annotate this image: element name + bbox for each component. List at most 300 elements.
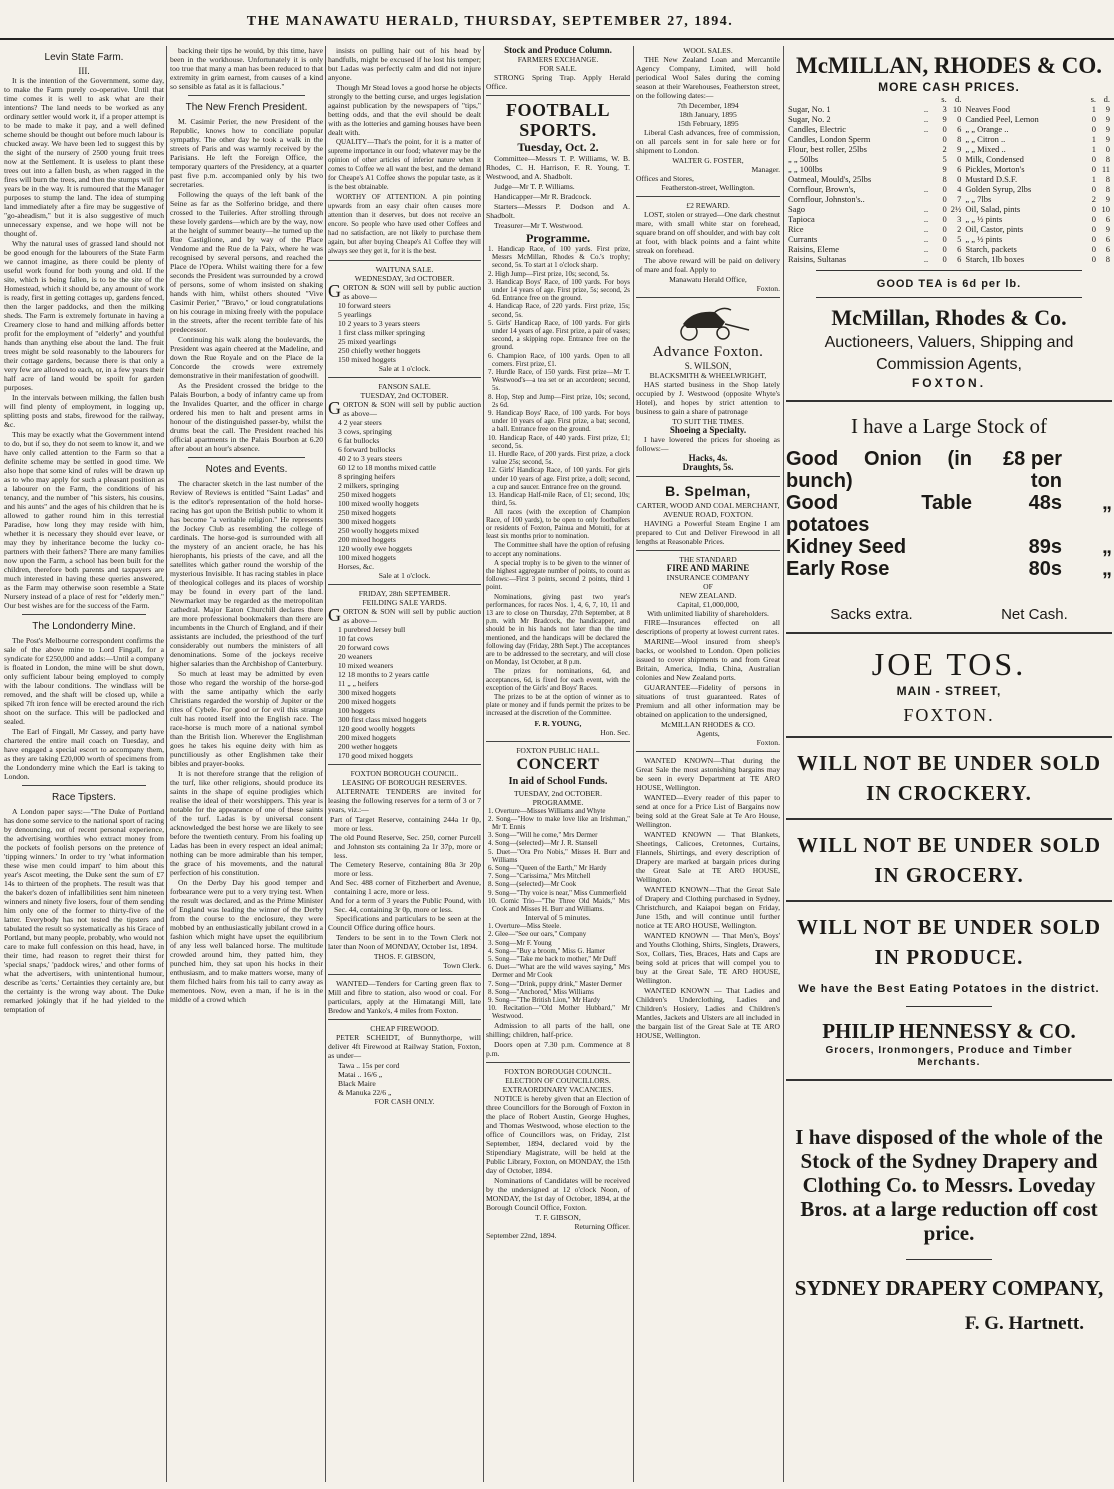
divider — [328, 974, 481, 975]
spelman-paragraph: HAVING a Powerful Steam Engine I am prepared to Cut and Deliver Firewood in all lengths at Reasonable Prices. — [636, 519, 780, 546]
article-part: III. — [78, 66, 90, 76]
price-cell: 1 — [1091, 144, 1096, 154]
price-cell — [922, 194, 935, 204]
sale-title: FANSON SALE. — [378, 382, 431, 391]
divider — [636, 297, 780, 298]
wanted-known: WANTED KNOWN — That Men's, Boys' and Youths Clothing, Shirts, Singlets, Drawers, Sox, Collars, Ties, Braces, Hats and Caps are being sold at prices that will compel you to buy at the Great Sale, TE ARO HOUSE, Wellington. — [636, 931, 780, 985]
sale-list — [328, 301, 481, 364]
shoeing-title: Shoeing a Specialty. — [669, 425, 747, 435]
price-cell: 8 — [942, 174, 947, 184]
price-cell: Cornflour, Brown's, — [788, 184, 856, 194]
article-paragraph: M. Casimir Perier, the new President of the Republic, knows how to conciliate popular sympathy. The other day he took a walk in the streets of Paris and was warmly received by the Parisians. He left the Foreign Office, the temporary quarters of the Presidency, at a quarter past five p.m. accompanied only by his two secretaries. — [170, 117, 323, 189]
column-divider — [325, 46, 326, 1482]
mcmillan-subtitle: MORE CASH PRICES. — [878, 80, 1020, 94]
sale-time: Sale at 1 o'clock. — [378, 571, 431, 580]
price-cell: „ „ ½ pints — [965, 234, 1003, 244]
sale-item: 20 forward cows — [338, 643, 390, 652]
sale-item: 12 18 months to 2 years cattle — [338, 670, 430, 679]
divider — [486, 741, 630, 742]
programme-note: The prizes for nominations, 6d, and acceptances, 6d, is fixed for each event, with the exception of the Girls' and Boys' Races. — [486, 667, 630, 692]
price-row — [786, 254, 1112, 264]
programme-item: 2. High Jump—First prize, 10s; second, 5s. — [488, 269, 610, 278]
concert-item: 4. Song—(selected)—Mr J. R. Stansell — [488, 839, 598, 848]
masthead-title: THE MANAWATU HERALD, THURSDAY, SEPTEMBER 27, 1894. — [246, 14, 734, 29]
column-divider — [633, 46, 634, 1482]
price-cell: 1 — [1091, 104, 1096, 114]
masthead — [0, 0, 1114, 44]
football-committee: Committee—Messrs T. P. Williams, W. B. Rhodes, C. H. Harrison, F. R. Young, T. Westwood, and A. Shadbolt. — [486, 154, 630, 181]
signature-title: Hon. Sec. — [600, 727, 630, 737]
stock-item — [786, 448, 1112, 492]
article-paragraph: Though Mr Stead loves a good horse he objects strongly to the betting curse, and urges legislation against publication by the newspapers of "tips," betting odds, and that the evil should be dealt with as the lotteries and gaming houses have been dealt with. — [328, 83, 481, 137]
price-row — [786, 194, 1112, 204]
election-paragraph: NOTICE is hereby given that an Election of three Councillors for the Borough of Foxton in the place of Robert Austin, George Hughes, and Thomas Westwood, whose election to the office of Councillors was, on Friday, 21st September, 1894, declared void by the Stipendiary Magistrate, will be held at the Public Library, Foxton, on MONDAY, the 15th day of October, 1894. — [486, 1093, 630, 1175]
concert-item: 9. Song—"The British Lion," Mr Hardy — [488, 996, 601, 1005]
signature: THOS. F. GIBSON, — [373, 952, 436, 961]
programme-note: The Committee shall have the option of refusing to accept any nominations. — [486, 541, 630, 558]
sydney-drapery-title: SYDNEY DRAPERY COMPANY, — [794, 1276, 1104, 1300]
football-treasurer: Treasurer—Mr T. Westwood. — [494, 221, 583, 230]
ad-title: FARMERS EXCHANGE. — [517, 55, 599, 64]
signature-title: Returning Officer. — [574, 1221, 630, 1231]
price-cell: Candied Peel, Lemon — [965, 114, 1039, 124]
programme-item: 10. Handicap Race, of 440 yards. First prize, £1; second, 5s. — [488, 433, 630, 450]
concert-item: 3. Song—"Will he come," Mrs Dermer — [488, 831, 598, 840]
sale-time: Sale at 1 o'clock. — [378, 364, 431, 373]
football-starters: Starters—Messrs P. Dodson and A. Shadbolt. — [486, 202, 630, 220]
signature: WALTER G. FOSTER, — [672, 156, 744, 165]
insurance-line: OF — [703, 582, 713, 591]
ad-paragraph: STRONG Spring Trap. Apply Herald Office. — [486, 73, 630, 91]
sale-item: 200 mixed hoggets — [338, 697, 396, 706]
price-cell: 7 — [957, 194, 962, 204]
price-cell: .. — [923, 214, 929, 224]
price-row — [786, 124, 1112, 134]
sale-lead: GORTON & SON will sell by public auction as above— — [328, 398, 481, 418]
price-cell: Raisins, Eleme — [788, 244, 839, 254]
joe-town: FOXTON. — [903, 705, 995, 725]
stock-cell: Kidney Seed — [786, 536, 907, 558]
concert-doors: Doors open at 7.30 p.m. Commence at 8 p.m. — [486, 1039, 630, 1058]
stock-cell: „ — [1102, 558, 1112, 580]
price-cell: 0 — [942, 184, 947, 194]
price-cell: 9 — [1105, 104, 1110, 114]
will-not-undersold: WILL NOT BE UNDER SOLD — [796, 915, 1102, 939]
article-title: Race Tipsters. — [52, 792, 116, 803]
concert-date: TUESDAY, 2nd OCTOBER. — [513, 788, 603, 798]
divider — [816, 270, 1082, 271]
reward-paragraph: The above reward will be paid on delivery of mare and foal. Apply to — [636, 256, 780, 274]
insurance-capital: With unlimited liability of shareholders. — [647, 609, 769, 618]
spelman-title: B. Spelman, — [665, 483, 751, 499]
price-cell: 6 — [957, 254, 962, 264]
article-title: The Londonderry Mine. — [32, 621, 136, 632]
programme-item: 1. Handicap Race, of 100 yards. First prize, Messrs McMillan, Rhodes & Co.'s trophy; second, 5s. To start at 1 o'clock sharp. — [488, 245, 630, 270]
price-cell: Milk, Condensed — [965, 154, 1024, 164]
sale-title: FEILDING SALE YARDS. — [362, 598, 447, 607]
article-paragraph: The Earl of Fingall, Mr Cassey, and party have chartered the entire mail coach on Tuesday, and have engaged a special escort to accompany them, as they are taking £20,000 worth of specimens from the Londonderry mine which the Earl is taking to London. — [4, 727, 164, 781]
reserve-item: And for a term of 3 years the Public Pound, with Sec. 44, containing 3r 0p, more or less. — [330, 896, 481, 914]
section-title: Stock and Produce Column. — [504, 46, 612, 55]
price-cell: 0 — [1091, 154, 1096, 164]
will-not-undersold-item: IN PRODUCE. — [874, 945, 1024, 969]
divider — [636, 751, 780, 752]
joe-street: MAIN - STREET, — [896, 684, 1002, 698]
wool-dates — [636, 101, 780, 128]
wool-date: 18th January, 1895 — [679, 110, 737, 119]
sale-item: 3 cows, springing — [338, 427, 392, 436]
price-cell: Mustard D.S.F. — [965, 174, 1018, 184]
price-row — [786, 234, 1112, 244]
football-date: Tuesday, Oct. 2. — [517, 140, 599, 154]
price-cell: 9 — [1105, 134, 1110, 144]
price-cell: 9 — [957, 144, 962, 154]
sale-item: 200 mixed hoggets — [338, 535, 396, 544]
programme-title: Programme. — [525, 231, 591, 245]
divider — [906, 1259, 992, 1260]
price-row — [786, 244, 1112, 254]
wanted-known: WANTED KNOWN—That during the Great Sale the most astonishing bargains may be seen in every Department at TE ARO HOUSE, Wellington. — [636, 756, 780, 792]
sale-item: 60 12 to 18 months mixed cattle — [338, 463, 436, 472]
reward-contact: Foxton. — [756, 284, 780, 293]
divider — [328, 1019, 481, 1020]
price-cell: 9 — [942, 164, 947, 174]
article-paragraph: A London paper says:—"The Duke of Portland has done some service to the national sport of racing by denouncing, out of recent personal experience, the advertising worthies who extract money from the pockets of foolish persons on the pretence of 'tipping winners.' In order to try 'what information these wise men could impart' to him about this year's Ascot meeting, the Duke sent the sum of £7 14s to thirteen of the prophets. The result was that the baker's dozen of infallibilities sent him nineteen winners and ninety five losers, four of them sending him only one of the former to thirty-five of the latter. Everybody has not tested the tipsters and tabulated the result so systematically as his Grace of Portland, but many people, probably, who would not care to make full confession on this head, have, in their time, had reason to regret their thirst for 'special snaps,' 'paddock wires,' and other forms of what the advertisers, with unintentional humour, describe as 'certs.' Certainties they certainly are, but the certainty is the wrong way about. The Duke remarked jokingly that if he had yielded to the temptation of — [4, 807, 164, 1014]
signature-title: Foxton. — [756, 738, 780, 747]
will-not-undersold: WILL NOT BE UNDER SOLD — [796, 833, 1102, 857]
masthead-rule — [0, 38, 1114, 40]
concert-item: 2. Song—"How to make love like an Irishman," Mr T. Ennis — [488, 814, 630, 831]
insurance-line: NEW ZEALAND. — [679, 591, 737, 600]
sale-date: FRIDAY, 28th SEPTEMBER. — [358, 589, 451, 598]
concert-item: 5. Duet—"Ora Pro Nobis," Misses H. Burr and Williams — [488, 847, 630, 864]
programme-item: 12. Girls' Handicap Race, of 100 yards. For girls under 10 years of age. First prize, a doll; second, a cup and saucer. Entrance free on the ground. — [488, 466, 630, 491]
wool-paragraph: THE New Zealand Loan and Mercantile Agency Company, Limited, will hold periodical Wool Sales during the coming season at their Warehouses, Featherston street, on the following dates:— — [636, 55, 780, 100]
signature: F. R. YOUNG, — [534, 718, 582, 728]
concert-item: 7. Song—"Carissima," Mrs Mitchell — [488, 872, 591, 881]
firm-subtitle: Auctioneers, Valuers, Shipping and Commission Agents, — [824, 334, 1074, 373]
concert-admission: Admission to all parts of the hall, one shilling; children, half-price. — [486, 1020, 630, 1039]
price-hacks: Hacks, 4s. — [688, 453, 728, 463]
price-cell: 5 — [942, 154, 947, 164]
sale-title: WAITUNA SALE. — [375, 265, 434, 274]
divider — [786, 1079, 1112, 1081]
price-cell: .. — [923, 254, 929, 264]
price-row — [786, 164, 1112, 174]
sale-item: 4 2 year steers — [338, 418, 382, 427]
signature: T. F. GIBSON, — [535, 1212, 581, 1222]
article-paragraph: Why the natural uses of grassed land should not be good enough for the labourers of the State Farm we cannot imagine, as there could be plenty of useful work found for both young and old. If the site, which is being fallen, is to be the site of the Homestead, which it should be, any amount of work is ready, first in getting cottages up, gardens fenced, then the larger paddocks, and then the milking sheds. The Farm is extremely fortunate in having a Creamery close to hand and milking affords better profit for the employment of "elderly" and youthful hands than anything else about the land. The fruit trees might be sold reasonably to the labourers for their cottage gardens, because there is that only a very few are allowed to each, or, in a few years their half acre of land would be spoilt for garden purposes. — [4, 239, 164, 392]
price-cell — [922, 174, 935, 184]
price-cell — [922, 134, 935, 144]
price-cell: .. — [923, 184, 929, 194]
price-cell: 9 — [1105, 124, 1110, 134]
best-potatoes: We have the Best Eating Potatoes in the district. — [798, 983, 1100, 995]
price-cell: .. — [923, 244, 929, 254]
football-title: FOOTBALL SPORTS. — [505, 100, 611, 140]
reward-title: £2 REWARD. — [686, 201, 730, 210]
programme-list — [486, 245, 630, 508]
price-row — [786, 224, 1112, 234]
sale-lead: GORTON & SON will sell by public auction as above— — [328, 605, 481, 625]
price-cell: Candles, Electric — [788, 124, 847, 134]
stock-cell: 80s — [1028, 558, 1062, 580]
election-title: FOXTON BOROUGH COUNCIL. — [504, 1066, 612, 1076]
column-5 — [636, 46, 780, 1482]
advance-title: Advance Foxton. — [652, 344, 764, 360]
sale-list — [328, 418, 481, 571]
price-cell: „ „ 50lbs — [788, 154, 819, 164]
price-cell: 0 — [942, 134, 947, 144]
insurance-paragraph: GUARANTEE—Fidelity of persons in situations of trust guaranteed. Rates of Premium and all other information may be obtained on application to the undersigned, — [636, 683, 780, 719]
price-cell: 6 — [957, 164, 962, 174]
price-cell: 8 — [1105, 184, 1110, 194]
price-row — [786, 154, 1112, 164]
divider — [486, 95, 630, 96]
tea-line: GOOD TEA is 6d per lb. — [876, 278, 1022, 290]
price-cell: 9 — [1105, 114, 1110, 124]
sale-item: 250 mixed hoggets — [338, 508, 396, 517]
advance-paragraph: HAS started business in the Shop lately occupied by J. Westwood (opposite Whyte's Hotel), and hopes by strict attention to business to gain a share of patronage — [636, 380, 780, 416]
concert-item: 6. Duet—"What are the wild waves saying," Mrs Dermer and Mr Cook — [488, 963, 630, 980]
sale-lead: GORTON & SON will sell by public auction as above— — [328, 281, 481, 301]
concert-item: 9. Song—"Thy voice is near," Miss Cummerfield — [488, 888, 627, 897]
divider — [636, 196, 780, 197]
stock-cell: Good Table potatoes — [786, 492, 972, 536]
sale-item: 1 purebred Jersey bull — [338, 625, 406, 634]
signature-title: Town Clerk. — [443, 961, 481, 970]
price-row — [786, 134, 1112, 144]
signature-title: Manager. — [751, 165, 780, 174]
stock-cell: £8 per ton — [1003, 448, 1062, 492]
price-cell: Oil, Castor, pints — [965, 224, 1024, 234]
sale-date: WEDNESDAY, 3rd OCTOBER. — [354, 274, 455, 283]
election-paragraph: Nominations of Candidates will be received by the undersigned at 12 o'clock Noon, of MONDAY, the 1st day of October, 1894, at the Borough Council Office, Foxton. — [486, 1175, 630, 1212]
price-cell: 9 — [942, 114, 947, 124]
sale-date: TUESDAY, 2nd OCTOBER. — [360, 391, 449, 400]
article-paragraph: Continuing his walk along the boulevards, the President was again cheered at the Madeline, and down the Rue Royale and on the Place de la Concorde the crowds were extremely demonstrative in their manifestation of goodwill. — [170, 335, 323, 380]
insurance-paragraph: MARINE—Wool insured from sheep's backs, or woolshed to London. Open policies issued to cover shipments to and from Great Britain, America, India, China, Australian colonies and New Zealand ports. — [636, 637, 780, 682]
stock-cell: 89s — [1028, 536, 1062, 558]
programme-item: 9. Handicap Boys' Race, of 100 yards. For boys under 10 years of age. First prize, a bat; second, a ball. Entrance free on the ground. — [488, 409, 630, 434]
notice-paragraph: Specifications and particulars to be seen at the Council Office during office hours. — [328, 914, 481, 932]
column-divider — [483, 46, 484, 1482]
sale-item: 250 chiefly wether hoggets — [338, 346, 421, 355]
sale-item: 10 forward steers — [338, 301, 391, 310]
sale-item: 11 „ „ heifers — [338, 679, 379, 688]
divider — [328, 260, 481, 261]
price-cell: 0 — [942, 254, 947, 264]
price-draughts: Draughts, 5s. — [682, 462, 734, 472]
election-subtitle: EXTRAORDINARY VACANCIES. — [502, 1084, 614, 1094]
advance-slogan: TO SUIT THE TIMES. — [672, 417, 744, 426]
price-cell: 6 — [1105, 214, 1110, 224]
sale-list — [328, 625, 481, 760]
wanted-known: WANTED KNOWN — That Blankets, Sheetings, Calicoes, Cretonnes, Curtains, Flannels, Shirtings, and every description of Drapery are marked at bargain prices during the Great Sale at TE ARO HOUSE, Wellington. — [636, 830, 780, 884]
firewood-item: Matai .. 16/6 „ — [338, 1070, 383, 1079]
article-title: Levin State Farm. — [44, 52, 124, 63]
sale-item: 100 mixed woolly hoggets — [338, 499, 419, 508]
stock-heading: I have a Large Stock of — [850, 414, 1048, 438]
stock-cell: 48s — [1028, 492, 1062, 514]
price-cell: 0 — [942, 194, 947, 204]
price-cell: 0 — [1091, 204, 1096, 214]
price-cell: 0 — [1091, 214, 1096, 224]
divider — [636, 550, 780, 551]
sale-item: 250 mixed hoggets — [338, 490, 396, 499]
price-cell: 6 — [957, 244, 962, 254]
insurance-line: INSURANCE COMPANY — [666, 573, 750, 582]
price-cell: Rice — [788, 224, 804, 234]
programme-note: The prizes to be at the option of winner as to plate or money and if funds permit the prizes to be increased at the discretion of the Committee. — [486, 692, 630, 718]
notice-subtitle: LEASING OF BOROUGH RESERVES. — [342, 778, 467, 787]
price-cell: Pickles, Morton's — [965, 164, 1025, 174]
concert-item: 10. Recitation—"Old Mother Hubbard," Mr Westwood. — [488, 1004, 630, 1021]
concert-item: 4. Song—"Buy a broom," Miss G. Hamer — [488, 946, 606, 955]
advance-name: S. WILSON, — [684, 361, 732, 371]
notice-title: FOXTON BOROUGH COUNCIL. — [350, 769, 459, 778]
football-judge: Judge—Mr T. P. Williams. — [494, 182, 575, 191]
sale-item: 2 milkers, springing — [338, 481, 399, 490]
price-cell: 0 — [1091, 244, 1096, 254]
stock-cell: „ — [1102, 492, 1112, 514]
notice-paragraph: Tenders to be sent in to the Town Clerk not later than Noon of MONDAY, October 1st, 1894. — [328, 933, 481, 951]
price-cell — [922, 164, 935, 174]
advert-paragraph: WORTHY OF ATTENTION. A pin pointing upwards from an easy chair often causes more attention than it deserves, but does not receive an encore. So people who have used other Coffees and had no satisfaction, are not likely to purchase them again, but after buying Cheape's A1 Coffee they will always see they get it, for it is the best. — [328, 193, 481, 255]
price-table — [786, 94, 1112, 264]
price-cell: 11 — [1101, 164, 1110, 174]
sale-item: 10 fat cows — [338, 634, 374, 643]
column-4 — [486, 46, 630, 1482]
election-subtitle: ELECTION OF COUNCILLORS. — [505, 1075, 611, 1085]
sale-item: 120 woolly ewe hoggets — [338, 544, 413, 553]
hennessy-subtitle: Grocers, Ironmongers, Produce and Timber Merchants. — [825, 1045, 1073, 1068]
insurance-capital: Capital, £1,000,000, — [677, 600, 739, 609]
sale-item: 6 fat bullocks — [338, 436, 380, 445]
divider — [786, 632, 1112, 634]
sacks-note: Sacks extra. — [830, 606, 913, 623]
firewood-item: Tawa .. 15s per cord — [338, 1061, 400, 1070]
price-cell: 3 — [942, 104, 947, 114]
sale-item: 100 mixed hoggets — [338, 553, 396, 562]
concert-title: CONCERT — [516, 755, 600, 773]
price-cell: Cornflour, Johnston's.. — [788, 194, 865, 204]
divider — [636, 476, 780, 477]
insurance-line: THE STANDARD — [679, 555, 737, 564]
price-header-d: d. — [1103, 94, 1110, 104]
firm-town: FOXTON. — [911, 376, 987, 390]
concert-item: 8. Song—"Anchored," Miss Williams — [488, 987, 594, 996]
price-row — [786, 204, 1112, 214]
spelman-trade: CARTER, WOOD AND COAL MERCHANT, — [636, 501, 780, 510]
will-not-undersold-item: IN GROCERY. — [874, 863, 1024, 887]
price-cell: 4 — [957, 184, 962, 194]
price-cell: 0 — [1091, 164, 1096, 174]
price-header-s: s. — [941, 94, 947, 104]
programme-item: 8. Hop, Step and Jump—First prize, 10s; second, 2s 6d. — [488, 392, 630, 409]
article-paragraph: On the Derby Day his good temper and forbearance were put to a very trying test. When the result was declared, and as the Prime Minister of England was leading the winner of the Derby from the course to the enclosure, they were mobbed by an enthusiastically jubilant crowd in a fashion which might have upset the equilibrium of any less well balanced horse. The multitude crowded around him, they patted him, they punched him, they sat upon his hocks in their enthusiasm, and to make matters worse, many of them filched hairs from his tail to carry away as mementoes. Now, even a man, if he is in the middle of a crowd which — [170, 878, 323, 1004]
concert-item: 3. Song—Mr F. Young — [488, 938, 552, 947]
column-divider — [783, 46, 784, 1482]
price-header-d: d. — [954, 94, 962, 104]
price-cell: 0 — [942, 234, 947, 244]
price-cell: 0 — [1091, 224, 1096, 234]
sale-item: 10 2 years to 3 years steers — [338, 319, 420, 328]
firewood-footer: FOR CASH ONLY. — [374, 1097, 435, 1106]
stock-footer — [786, 608, 1112, 622]
hartnett-signature: F. G. Hartnett. — [964, 1313, 1084, 1334]
divider — [816, 297, 1082, 298]
concert-item: 10. Comic Trio—"The Three Old Maids," Mrs Cook and Misses H. Burr and Williams. — [488, 896, 630, 914]
divider — [328, 377, 481, 378]
programme-note: All races (with the exception of Champion Race, of 100 yards), to be open to only footballers or residents of Foxton, Painua and Motuiti, for at least six months prior to nomination. — [486, 507, 630, 541]
column-3 — [328, 46, 481, 1482]
sale-item: 100 hoggets — [338, 706, 375, 715]
divider — [188, 457, 305, 458]
wool-date: 7th December, 1894 — [677, 101, 739, 110]
price-row — [786, 214, 1112, 224]
stock-cell — [1062, 448, 1112, 492]
price-cell: 2 — [942, 144, 947, 154]
programme-item: 3. Handicap Boys' Race, of 100 yards. For boys under 14 years of age. First prize, 5s; second, 2s 6d. Entrance free on the ground. — [488, 277, 630, 303]
sale-item: 200 wether hoggets — [338, 742, 398, 751]
wanted-known: WANTED KNOWN—That the Great Sale of Drapery and Clothing purchased in Sydney, Christchurch, and Kaiapoi began on Friday, June 15th, and will continue until further notice at TE ARO HOUSE, Wellington. — [636, 885, 780, 930]
article-paragraph: The Post's Melbourne correspondent confirms the sale of the above mine to Lord Fingall, for a syndicate for £250,000 and adds:—Until a company is floated in London, the mine will be shut down, only sufficient labour being employed to comply with the labour conditions. The windlass will be removed, and the shaft will be closed up, while a spiked 7ft iron fence will be erected around the rich shoot on the surface. This will be padlocked and sealed. — [4, 636, 164, 726]
hennessy-title: PHILIP HENNESSY & CO. — [822, 1019, 1076, 1043]
will-not-undersold: WILL NOT BE UNDER SOLD — [796, 751, 1102, 775]
price-cell: „ „ Mixed .. — [965, 144, 1006, 154]
reserve-item: The Cemetery Reserve, containing 80a 3r 20p more or less. — [330, 860, 481, 878]
price-cell: 9 — [1105, 194, 1110, 204]
sale-item: 40 2 to 3 years steers — [338, 454, 402, 463]
price-cell: 3 — [957, 214, 962, 224]
insurance-line: FIRE AND MARINE — [666, 563, 750, 573]
notice-paragraph: ALTERNATE TENDERS are invited for leasing the following reserves for a term of 3 or 7 years, viz.:— — [328, 787, 481, 814]
price-cell: 9 — [1105, 224, 1110, 234]
price-cell: .. — [923, 204, 929, 214]
firewood-item: & Manuka 22/6 „ — [338, 1088, 392, 1097]
column-divider — [166, 46, 167, 1482]
concert-item: 1. Overture—Misses Williams and Whyte — [488, 806, 606, 815]
sale-item: 150 mixed hoggets — [338, 355, 396, 364]
price-cell: 0 — [1091, 254, 1096, 264]
price-cell: 0 — [1091, 114, 1096, 124]
divider — [906, 1006, 992, 1007]
price-row — [786, 174, 1112, 184]
divider — [188, 95, 305, 96]
article-paragraph: In the intervals between milking, the fallen bush will find plenty of employment, in logging up, splitting posts and stabs, firewood for the railway, &c. — [4, 393, 164, 429]
concert-programme: PROGRAMME. — [532, 797, 584, 807]
price-cell: 10 — [1101, 204, 1110, 214]
price-cell: .. — [923, 224, 929, 234]
price-cell: 1 — [1091, 134, 1096, 144]
article-paragraph: It is not therefore strange that the religion of the turf, like other religions, should produce its saints in the shape of equine prodigies which realise the ideal of their worshippers. This year is notable for the appearance of one of these saints of the turf. Ladas is by universal consent acknowledged the best horse we are likely to see before the twentieth century. From his foaling up Ladas has been in every respect an ideal animal; nothing can be more admirable than his temper, the grace of his movements, and the natural perfection of his constitution. — [170, 769, 323, 877]
ad-subtitle: FOR SALE. — [539, 64, 577, 73]
divider — [786, 400, 1112, 402]
article-paragraph: It is the intention of the Government, some day, to make the Farm purely co-operative. Until that time comes it is well to ask what are their intentions? The land needs to be worked as any ordinary settler would work it, if a proper attempt is to be made to make it pay, and a well defined scheme should be thought out before much labour is chucked away. We have been led to suggest this by the sight of the nursery of 2500 young fruit trees now at the Settlement. It is useless to plant these trees out into a fallen bush, as when ragged in the fires will burn the trees, and then the stumps will for years be in the way. It is rumoured that the Manager purposes to stump the land. The idea of stumping land immediately after a fire may be suggestive of "go-aheadism," but it is also suggestive of much unnecessary expense, and we hope will not be thought of. — [4, 76, 164, 238]
sale-item: 170 good mixed hoggets — [338, 751, 413, 760]
price-cell: 8 — [957, 134, 962, 144]
sale-item: 1 first class milker springing — [338, 328, 425, 337]
net-note: Net Cash. — [1001, 606, 1068, 623]
price-cell — [922, 154, 935, 164]
price-cell: .. — [923, 104, 929, 114]
price-cell: Golden Syrup, 2lbs — [965, 184, 1032, 194]
concert-item: 8. Song—(selected)—Mr Cook — [488, 880, 577, 889]
price-cell: .. — [923, 114, 929, 124]
price-cell: „ „ 7lbs — [965, 194, 992, 204]
advance-trade: BLACKSMITH & WHEELWRIGHT, — [649, 371, 767, 380]
